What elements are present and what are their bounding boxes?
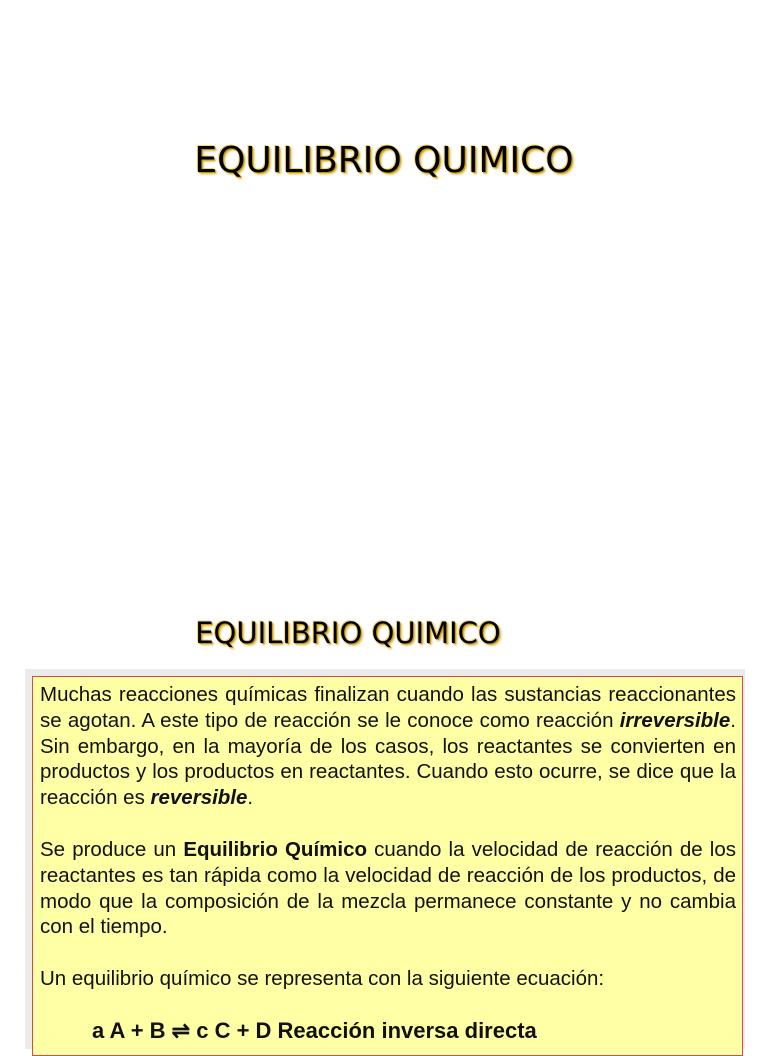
equation-line: a A + B ⇌ c C + D Reacción inversa directa <box>92 1017 537 1043</box>
paragraph-equation-intro: Un equilibrio químico se representa con la siguiente ecuación: <box>40 967 605 991</box>
term-equilibrio-quimico: Equilibrio Químico <box>183 837 368 861</box>
paragraph-text: . Sin embargo, en la mayoría de los casos, los reactantes se convierten en productos y los productos en reactantes. Cuando esto ocurre, se dice que la reacción es <box>40 708 736 810</box>
slide-title-second: EQUILIBRIO QUIMICO <box>195 616 501 650</box>
paragraph-text: Se produce un <box>40 837 184 861</box>
text-box <box>32 676 743 1056</box>
paragraph-text: Muchas reacciones químicas finalizan cuando las sustancias reaccionantes se agotan. A este tipo de reacción se le conoce como reacción <box>40 683 736 732</box>
paragraph-text: . <box>247 786 254 810</box>
slide-title: EQUILIBRIO QUIMICO <box>194 140 574 181</box>
paragraph-definition <box>40 837 736 940</box>
term-irreversible: irreversible <box>619 708 731 732</box>
term-reversible: reversible <box>150 786 248 810</box>
paragraph-reversible <box>40 682 736 811</box>
paragraph-text: cuando la velocidad de reacción de los reactantes es tan rápida como la velocidad de reacción de los productos, de modo que la composición de la mezcla permanece constante y no cambia con el tiempo. <box>40 837 737 939</box>
